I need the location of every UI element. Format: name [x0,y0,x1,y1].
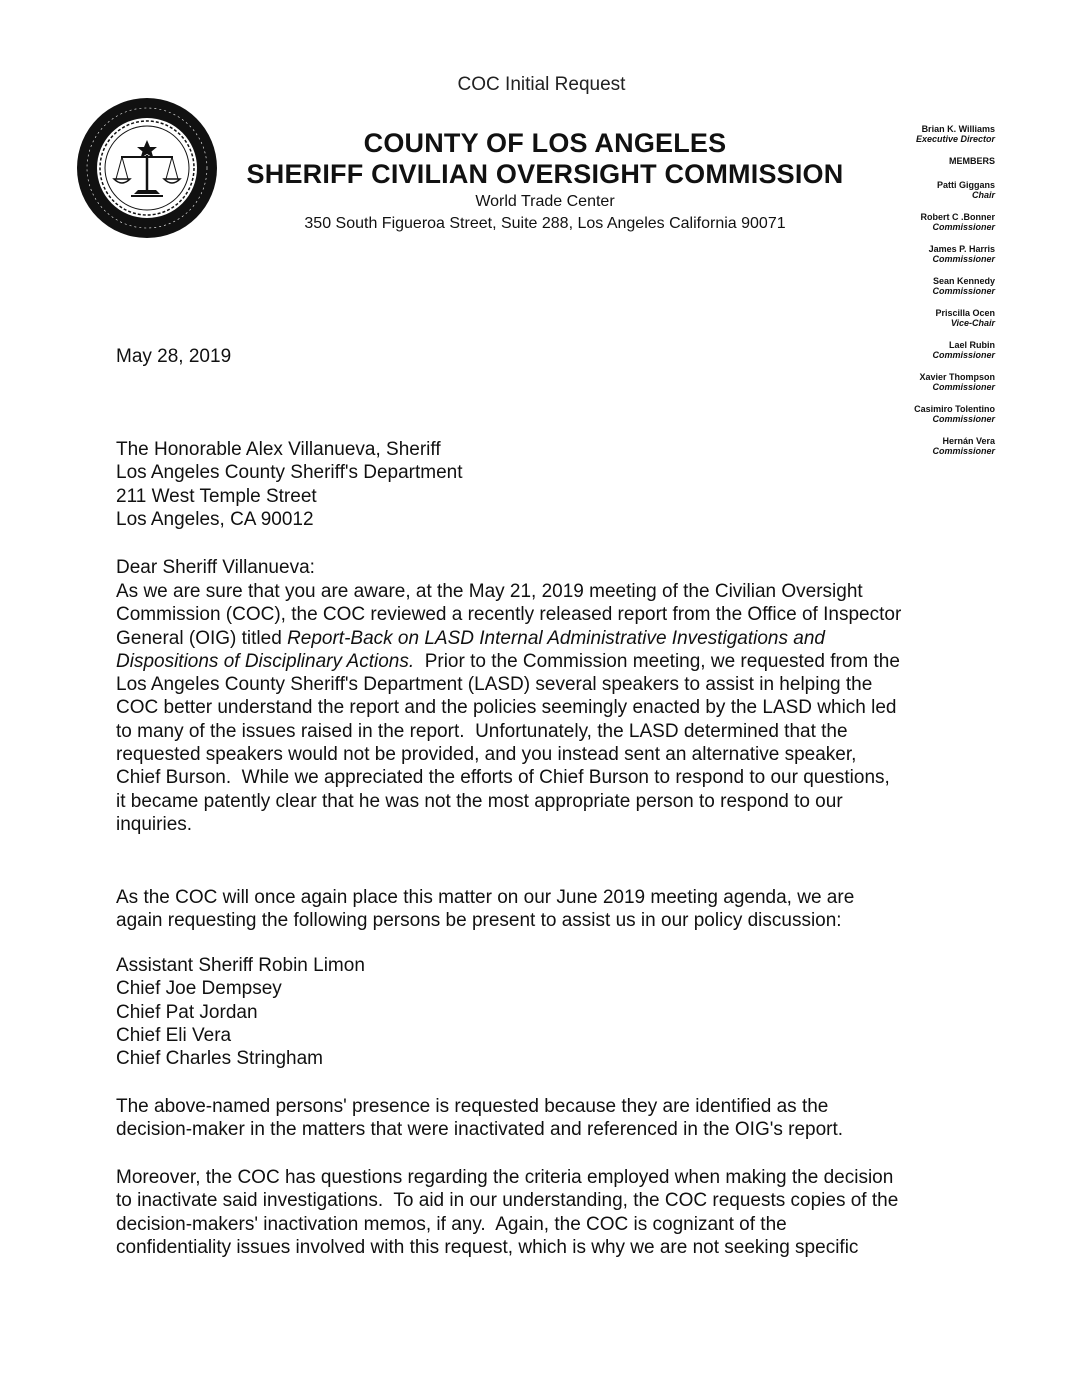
paragraph-3 [116,1095,976,1142]
roster-role: Commissioner [932,254,995,264]
text-run: General (OIG) titled [116,627,288,649]
roster-name: Xavier Thompson [919,372,995,382]
paragraph-line: confidentiality issues involved with this request, which is why we are not seeking specific [116,1236,859,1258]
recipient-line: Los Angeles County Sheriff's Department [116,462,463,484]
paragraph-line: Chief Burson. While we appreciated the efforts of Chief Burson to respond to our questions, [116,767,890,789]
paragraph-line: to inactivate said investigations. To aid in our understanding, the COC requests copies of the [116,1190,899,1212]
roster-name: Lael Rubin [948,340,995,350]
paragraph-line: The above-named persons' presence is requested because they are identified as the [116,1096,829,1117]
roster-name: James P. Harris [928,244,995,254]
roster-role: Executive Director [915,134,995,144]
roster-role: Chair [971,190,995,200]
requested-person: Chief Pat Jordan [116,1001,258,1023]
roster-member [835,276,995,296]
letterhead [230,128,860,234]
roster-member [835,308,995,328]
salutation: Dear Sheriff Villanueva: [116,557,315,578]
report-title: Report-Back on LASD Internal Administrative Investigations and [287,627,825,649]
requested-person: Assistant Sheriff Robin Limon [116,955,365,976]
roster-members-heading: MEMBERS [948,156,995,166]
paragraph-1 [116,580,976,836]
roster-name: Brian K. Williams [921,124,995,134]
paragraph-line: decision-maker in the matters that were inactivated and referenced in the OIG's report. [116,1119,844,1141]
paragraph-line: As the COC will once again place this matter on our June 2019 meeting agenda, we are [116,887,855,908]
commission-roster [835,124,995,468]
paragraph-line: As we are sure that you are aware, at the May 21, 2019 meeting of the Civilian Oversight [116,581,863,602]
roster-name: Casimiro Tolentino [914,404,995,414]
commission-seal-icon [76,97,218,239]
roster-member [835,372,995,392]
paragraph-line [116,627,976,650]
recipient-address [116,438,976,531]
roster-executive [835,124,995,144]
roster-role: Commissioner [932,414,995,424]
paragraph-line: requested speakers would not be provided, and you instead sent an alternative speaker, [116,744,857,766]
text-run: Prior to the Commission meeting, we requested from the [414,650,900,672]
paragraph-line: to many of the issues raised in the report. Unfortunately, the LASD determined that the [116,720,848,742]
roster-name: Patti Giggans [936,180,995,190]
recipient-line: 211 West Temple Street [116,485,317,507]
recipient-line: Los Angeles, CA 90012 [116,508,314,530]
roster-role: Vice-Chair [950,318,995,328]
letterhead-building: World Trade Center [475,193,615,210]
letterhead-title-commission: SHERIFF CIVILIAN OVERSIGHT COMMISSION [246,159,844,189]
roster-role: Commissioner [932,446,995,456]
letter-date: May 28, 2019 [116,346,232,367]
paragraph-line [116,650,976,673]
roster-name: Robert C .Bonner [920,212,995,222]
roster-role: Commissioner [932,382,995,392]
paragraph-line: Commission (COC), the COC reviewed a recently released report from the Office of Inspector [116,604,902,626]
paragraph-line: it became patently clear that he was not the most appropriate person to respond to our [116,790,843,812]
requested-persons-list [116,954,976,1070]
recipient-line: The Honorable Alex Villanueva, Sheriff [116,439,441,460]
paragraph-line: COC better understand the report and the policies seemingly enacted by the LASD which led [116,697,897,719]
roster-role: Commissioner [932,350,995,360]
paragraph-line: Moreover, the COC has questions regarding the criteria employed when making the decision [116,1167,894,1188]
roster-role: Commissioner [932,222,995,232]
paragraph-line: again requesting the following persons be present to assist us in our policy discussion: [116,910,842,932]
roster-member [835,180,995,200]
requested-person: Chief Eli Vera [116,1024,232,1046]
roster-member [835,404,995,424]
letterhead-title-county: COUNTY OF LOS ANGELES [363,128,727,158]
requested-person: Chief Joe Dempsey [116,978,282,1000]
letterhead-address: 350 South Figueroa Street, Suite 288, Los Angeles California 90071 [304,215,786,232]
report-title: Dispositions of Disciplinary Actions. [116,650,415,672]
paragraph-line: inquiries. [116,813,193,835]
roster-name: Hernán Vera [942,436,995,446]
paragraph-2 [116,886,976,933]
paragraph-line: decision-makers' inactivation memos, if any. Again, the COC is cognizant of the [116,1213,787,1235]
roster-member [835,244,995,264]
roster-role: Commissioner [932,286,995,296]
roster-name: Priscilla Ocen [935,308,995,318]
paragraph-4 [116,1166,976,1259]
document-header-label: COC Initial Request [457,74,626,95]
roster-name: Sean Kennedy [932,276,995,286]
requested-person: Chief Charles Stringham [116,1048,323,1070]
paragraph-line: Los Angeles County Sheriff's Department (LASD) several speakers to assist in helping the [116,674,873,696]
roster-member [835,212,995,232]
